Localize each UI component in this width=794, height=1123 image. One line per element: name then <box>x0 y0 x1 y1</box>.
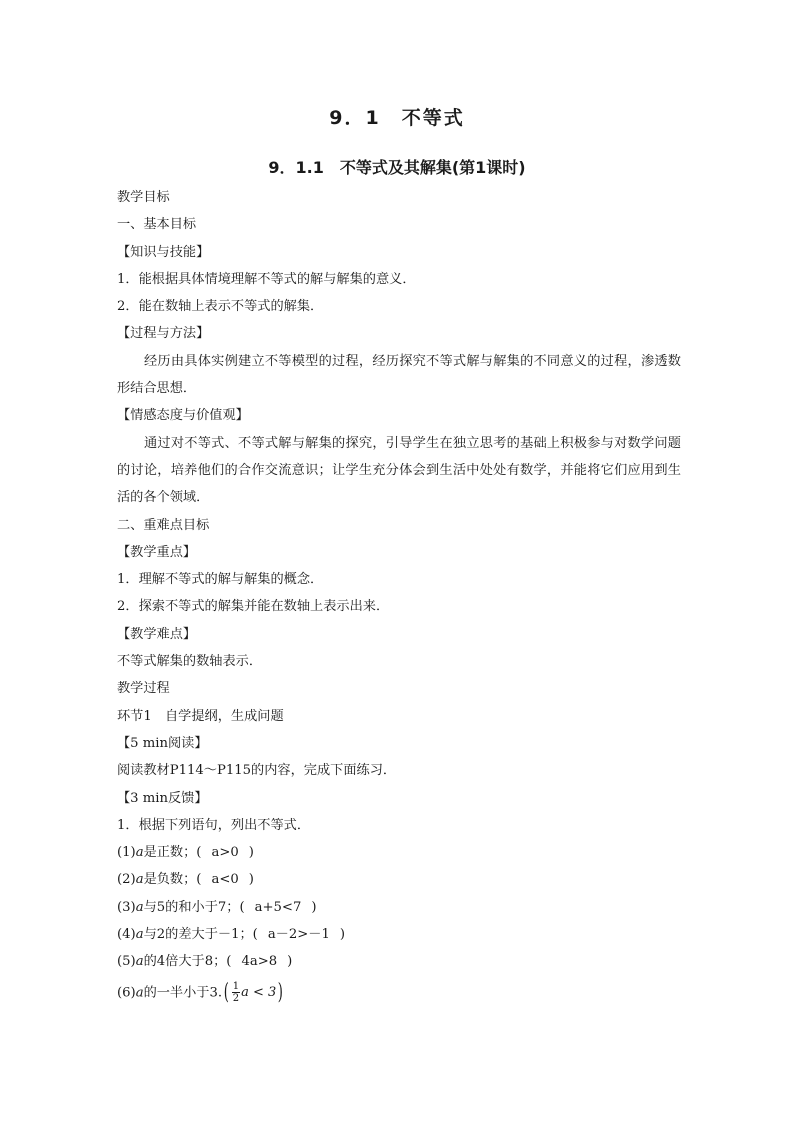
exercise-item <box>117 866 681 893</box>
heading-teaching-goals: 教学目标 <box>117 190 170 205</box>
exercise-variable: a <box>135 845 144 861</box>
exercise-answer: a>0 <box>211 845 239 861</box>
exercise-text: 是负数；( <box>143 872 202 888</box>
exercise-text: 与5的和小于7；( <box>143 899 245 915</box>
exercise-variable: a <box>135 985 144 1001</box>
exercise-number: (2) <box>117 872 136 888</box>
exercise-number: (4) <box>117 927 136 943</box>
reading-instruction: 阅读教材P114～P115的内容，完成下面练习． <box>117 763 397 779</box>
document-body <box>117 184 681 1010</box>
exercise-item-fraction <box>117 976 681 1010</box>
exercise-item <box>117 839 681 866</box>
heading-knowledge-skills: 【知识与技能】 <box>117 244 210 260</box>
exercise-item <box>117 948 681 975</box>
paragraph-process: 经历由具体实例建立不等模型的过程，经历探究不等式解与解集的不同意义的过程，渗透数形结合思想． <box>117 353 681 397</box>
focus-item: 1．理解不等式的解与解集的概念． <box>117 572 324 588</box>
difficulty-item: 不等式解集的数轴表示． <box>117 654 263 670</box>
reading-heading: 【5 min阅读】 <box>117 735 208 751</box>
goal-item: 1．能根据具体情境理解不等式的解与解集的意义． <box>117 271 416 287</box>
exercise-prompt: 1．根据下列语句，列出不等式． <box>117 817 311 833</box>
exercise-close: ) <box>311 899 317 915</box>
fraction <box>232 981 240 1004</box>
heading-teaching-process: 教学过程 <box>117 681 170 697</box>
exercise-close: ) <box>339 927 346 943</box>
paragraph-emotion: 通过对不等式、不等式解与解集的探究，引导学生在独立思考的基础上积极参与对数学问题的讨论，培养他们的合作交流意识；让学生充分体会到生活中处处有数学，并能将它们应用到生活的各个领域． <box>117 435 681 506</box>
exercise-close: ) <box>248 845 254 861</box>
heading-key-difficult-goals: 二、重难点目标 <box>117 517 210 533</box>
feedback-heading: 【3 min反馈】 <box>117 790 208 806</box>
exercise-close: ) <box>248 872 254 888</box>
goal-item: 2．能在数轴上表示不等式的解集． <box>117 299 324 315</box>
close-paren: ) <box>277 979 284 1005</box>
exercise-text: 的4倍大于8；( <box>143 954 232 970</box>
exercise-answer: a<0 <box>211 872 239 888</box>
exercise-answer: a+5<7 <box>254 899 302 915</box>
exercise-item <box>117 921 681 948</box>
open-paren: ( <box>223 979 229 1005</box>
exercise-answer: a－2>－1 <box>267 927 330 943</box>
exercise-variable: a <box>135 872 144 888</box>
exercise-close: ) <box>287 954 293 970</box>
focus-item: 2．探索不等式的解集并能在数轴上表示出来． <box>117 599 390 615</box>
exercise-answer-fraction <box>222 976 285 1010</box>
exercise-number: (1) <box>117 845 136 861</box>
lesson-title: 9．1.1 不等式及其解集(第1课时) <box>268 158 526 177</box>
exercise-text: 与2的差大于－1；( <box>143 927 258 943</box>
exercise-variable: a <box>135 927 144 943</box>
step-heading: 环节1 自学提纲，生成问题 <box>117 708 284 724</box>
heading-basic-goals: 一、基本目标 <box>117 217 197 233</box>
section-title: 9．1 不等式 <box>329 107 465 129</box>
fraction-numerator: 1 <box>232 981 240 993</box>
exercise-item <box>117 894 681 921</box>
heading-teaching-difficulty: 【教学难点】 <box>117 626 197 642</box>
exercise-answer: 4a>8 <box>241 954 278 970</box>
fraction-denominator: 2 <box>232 993 240 1005</box>
exercise-variable: a <box>135 899 144 915</box>
exercise-text: 是正数；( <box>143 845 202 861</box>
exercise-number: (5) <box>117 954 136 970</box>
fraction-rest: a < 3 <box>241 984 277 1000</box>
exercise-number: (6) <box>117 985 136 1001</box>
heading-emotion-attitude: 【情感态度与价值观】 <box>117 408 249 424</box>
exercise-number: (3) <box>117 899 136 915</box>
exercise-variable: a <box>135 954 144 970</box>
exercise-text: 的一半小于3. <box>143 985 223 1001</box>
heading-teaching-focus: 【教学重点】 <box>117 544 197 560</box>
heading-process-method: 【过程与方法】 <box>117 326 210 342</box>
